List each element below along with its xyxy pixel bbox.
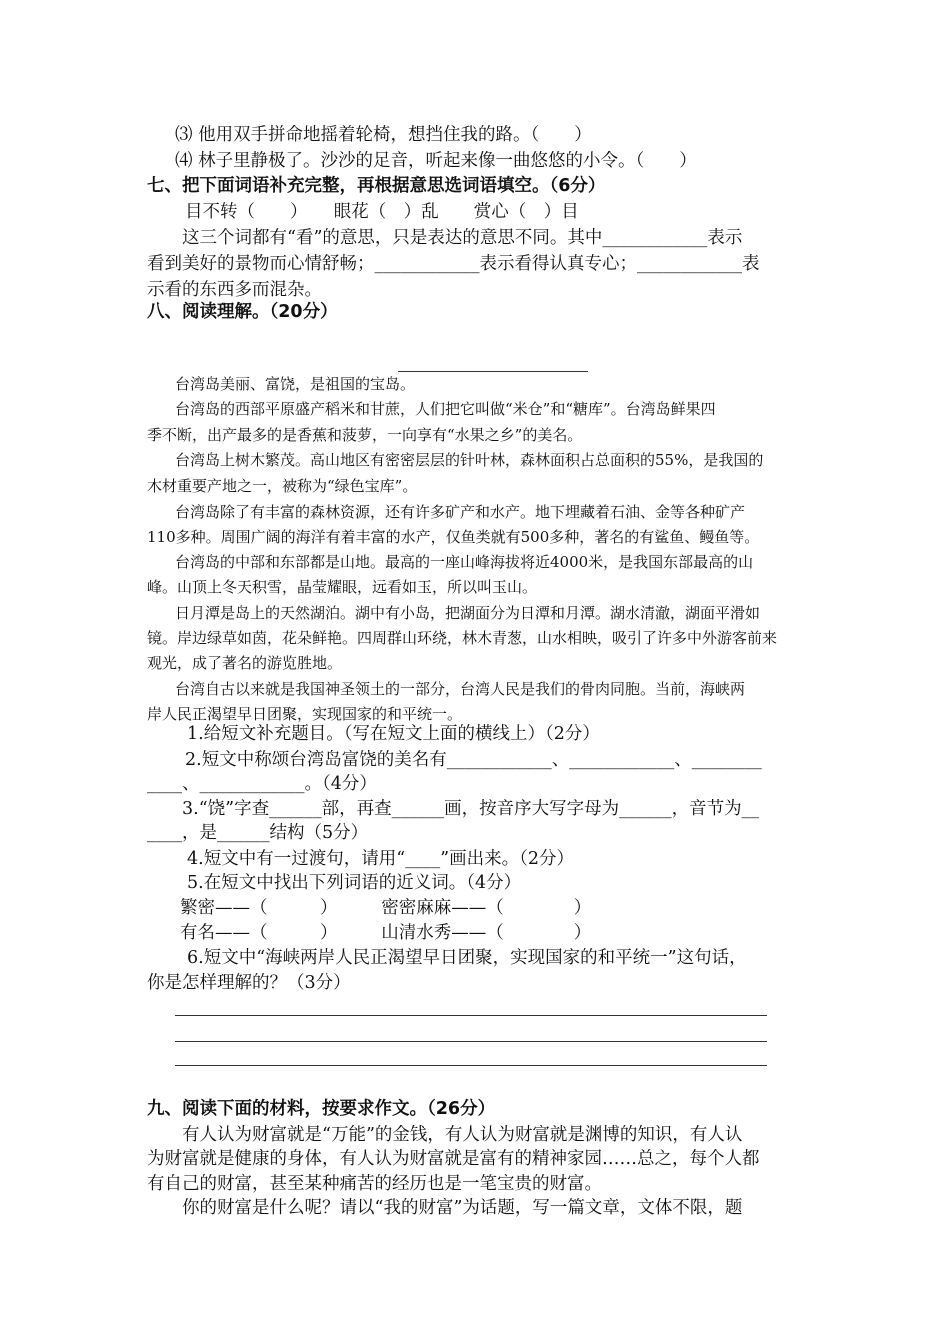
passage-line: 峰。山顶上冬天积雪，晶莹耀眼，远看如玉，所以叫玉山。 bbox=[147, 578, 538, 596]
passage-line: 台湾岛的西部平原盛产稻米和甘蔗，人们把它叫做“米仓”和“糖库”。台湾岛鲜果四 bbox=[175, 400, 716, 418]
question-line: 3.“饶”字查______部，再查______画，按音序大写字母为______，音节为__ bbox=[182, 799, 760, 819]
essay-prompt-line: 有人认为财富就是“万能”的金钱，有人认为财富就是渊博的知识，有人认 bbox=[182, 1125, 743, 1145]
answer-line bbox=[175, 1015, 767, 1016]
section-7-paragraph-line-1: 这三个词都有“看”的意思，只是表达的意思不同。其中____________表示 bbox=[182, 228, 743, 248]
essay-prompt-line: 有自己的财富，甚至某种痛苦的经历也是一笔宝贵的财富。 bbox=[147, 1174, 602, 1194]
section-7-paragraph-line-2: 看到美好的景物而心情舒畅；____________表示看得认真专心；____________表 bbox=[147, 254, 760, 274]
answer-line bbox=[175, 1065, 767, 1066]
passage-line: 台湾岛的中部和东部都是山地。最高的一座山峰海拔将近4000米，是我国东部最高的山 bbox=[175, 553, 754, 571]
passage-line: 台湾岛美丽、富饶，是祖国的宝岛。 bbox=[175, 375, 416, 393]
essay-prompt-line: 你的财富是什么呢？请以“我的财富”为话题，写一篇文章，文体不限，题 bbox=[182, 1198, 743, 1218]
question-line: ____、____________。（4分） bbox=[147, 774, 377, 794]
passage-line: 日月潭是岛上的天然湖泊。湖中有小岛，把湖面分为日潭和月潭。湖水清澈，湖面平滑如 bbox=[175, 604, 761, 622]
question-line: 6.短文中“海峡两岸人民正渴望早日团聚，实现国家的和平统一”这句话， bbox=[187, 948, 747, 968]
answer-line bbox=[175, 1041, 767, 1042]
question-item-4: ⑷ 林子里静极了。沙沙的足音，听起来像一曲悠悠的小令。（ ） bbox=[175, 151, 697, 171]
question-line: 5.在短文中找出下列词语的近义词。（4分） bbox=[187, 873, 522, 893]
passage-line: 台湾岛除了有丰富的森林资源，还有许多矿产和水产。地下埋藏着石油、金等各种矿产 bbox=[175, 503, 746, 521]
question-line: 繁密——（ ） 密密麻麻——（ ） bbox=[180, 898, 592, 918]
passage-line: 台湾自古以来就是我国神圣领土的一部分，台湾人民是我们的骨肉同胞。当前，海峡两 bbox=[175, 680, 746, 698]
passage-line: 110多种。周围广阔的海洋有着丰富的水产，仅鱼类就有500多种，著名的有鲨鱼、鳗鱼等。 bbox=[147, 528, 760, 546]
section-7-heading: 七、把下面词语补充完整，再根据意思选词语填空。（6分） bbox=[147, 176, 606, 196]
question-line: 2.短文中称颂台湾岛富饶的美名有____________、____________、________ bbox=[185, 750, 762, 770]
essay-prompt-line: 为财富就是健康的身体，有人认为财富就是富有的精神家园……总之，每个人都 bbox=[147, 1149, 760, 1169]
question-line: 你是怎样理解的？（3分） bbox=[147, 973, 351, 993]
section-7-paragraph-line-3: 示看的东西多而混杂。 bbox=[147, 280, 322, 300]
passage-line: 镜。岸边绿草如茵，花朵鲜艳。四周群山环绕，林木青葱，山水相映，吸引了许多中外游客前来 bbox=[147, 629, 778, 647]
section-8-heading: 八、阅读理解。（20分） bbox=[147, 302, 338, 322]
question-line: 有名——（ ） 山清水秀——（ ） bbox=[180, 923, 592, 943]
question-item-3: ⑶ 他用双手拼命地摇着轮椅，想挡住我的路。（ ） bbox=[175, 125, 592, 145]
question-line: 1.给短文补充题目。（写在短文上面的横线上）（2分） bbox=[187, 724, 600, 744]
passage-line: 季不断，出产最多的是香蕉和菠萝，一向享有“水果之乡”的美名。 bbox=[147, 426, 583, 444]
passage-line: 木材重要产地之一，被称为“绿色宝库”。 bbox=[147, 477, 418, 495]
title-blank-line bbox=[398, 371, 588, 372]
passage-line: 岸人民正渴望早日团聚，实现国家的和平统一。 bbox=[147, 705, 463, 723]
passage-line: 观光，成了著名的游览胜地。 bbox=[147, 654, 343, 672]
question-line: ____，是______结构（5分） bbox=[147, 823, 369, 843]
question-line: 4.短文中有一过渡句，请用“____”画出来。（2分） bbox=[187, 849, 574, 869]
idiom-fill-blanks: 目不转（ ） 眼花（ ）乱 赏心（ ）目 bbox=[185, 202, 579, 222]
section-9-heading: 九、阅读下面的材料，按要求作文。（26分） bbox=[147, 1099, 496, 1119]
passage-line: 台湾岛上树木繁茂。高山地区有密密层层的针叶林，森林面积占总面积的55%，是我国的 bbox=[175, 451, 764, 469]
